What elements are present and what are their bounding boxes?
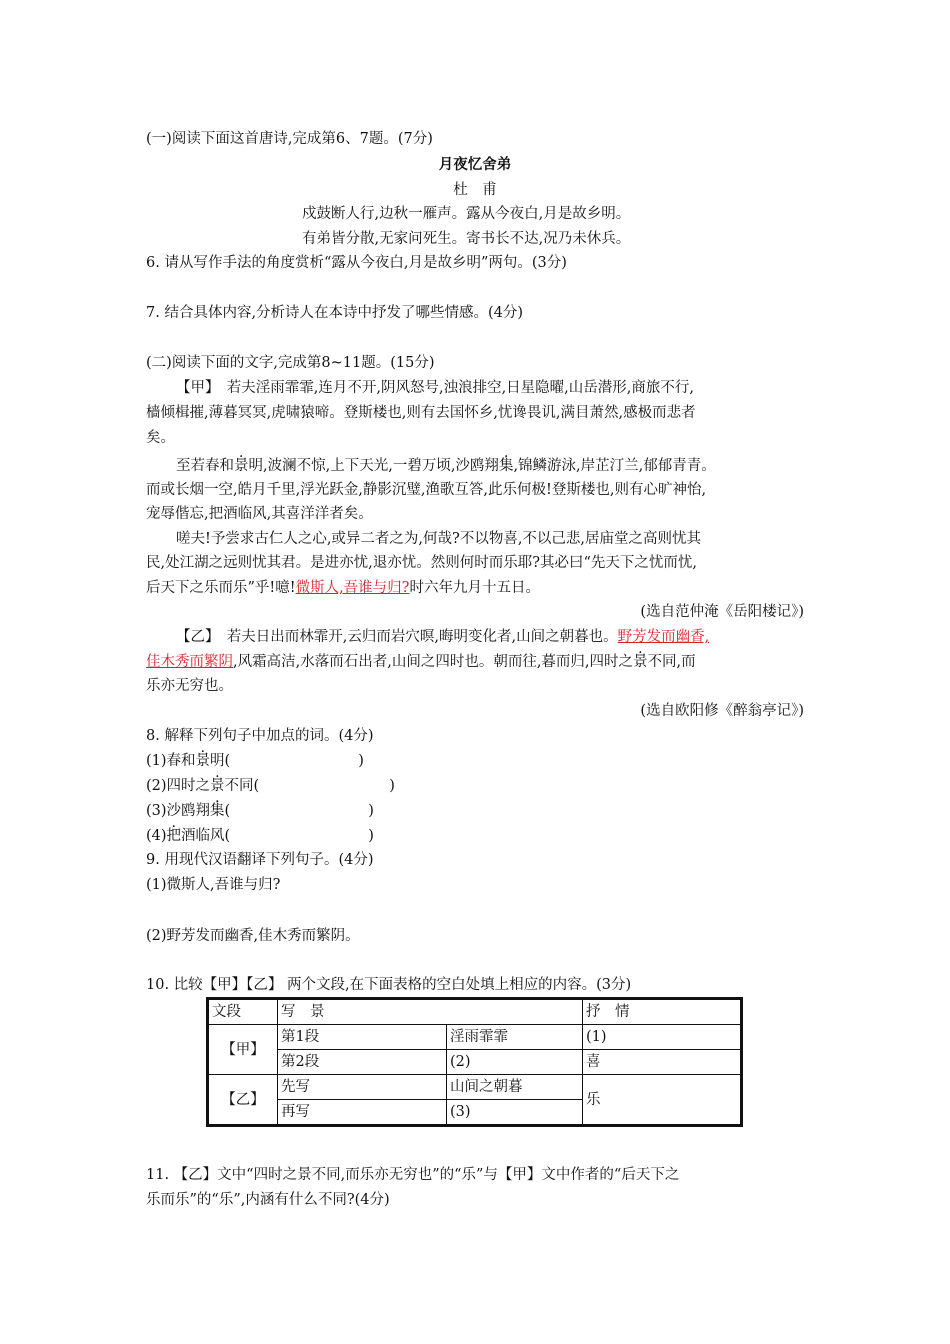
comparison-table (206, 997, 743, 1127)
underlined-sentence: 野芳发而幽香, (617, 629, 710, 645)
table-header-cell: 写 景 (278, 999, 583, 1025)
yi-line3: 乐亦无穷也。 (146, 678, 233, 694)
text-run: (2)四时之 (146, 778, 211, 794)
question-8: 8. 解释下列句子中加点的词。(4分) (146, 728, 374, 744)
text-run: ,锦鳞游泳,岸芷汀兰,郁郁青青。 (513, 458, 716, 474)
q8-item-4 (146, 826, 374, 846)
dotted-word: 景 (210, 778, 225, 794)
table-row-label: 【甲】 (208, 1025, 278, 1075)
question-9: 9. 用现代汉语翻译下列句子。(4分) (146, 852, 374, 868)
q9-item-1: (1)微斯人,吾谁与归? (146, 877, 281, 893)
jia-source: (选自范仲淹《岳阳楼记》) (640, 604, 804, 620)
table-row (208, 1050, 742, 1075)
text-run: 不同,而 (647, 654, 696, 670)
section1-header: (一)阅读下面这首唐诗,完成第6、7题。(7分) (146, 131, 433, 147)
table-header-cell: 抒 情 (583, 999, 742, 1025)
text-run: ,风霜高洁,水落而石出者,山间之四时也。朝而往,暮而归,四时之 (233, 654, 634, 670)
table-cell: (3) (447, 1100, 583, 1126)
text-run: 【乙】 若夫日出而林霏开,云归而岩穴暝,晦明变化者,山间之朝暮也。 (176, 629, 618, 645)
jia-para2-line1 (176, 456, 716, 476)
table-row (208, 999, 742, 1025)
table-cell: 淫雨霏霏 (447, 1025, 583, 1050)
table-header-cell: 文段 (208, 999, 278, 1025)
yi-line2 (146, 652, 696, 672)
table-cell: 乐 (583, 1075, 742, 1126)
poem-title: 月夜忆舍弟 (438, 157, 512, 173)
table-cell: 第2段 (278, 1050, 447, 1075)
dotted-word: 景 (633, 654, 648, 670)
underlined-sentence: 佳木秀而繁阴 (146, 654, 233, 670)
table-cell: 第1段 (278, 1025, 447, 1050)
text-run: (4) (146, 828, 167, 844)
jia-para3-line2: 民,处江湖之远则忧其君。是进亦忧,退亦忧。然则何时而乐耶?其必曰“先天下之忧而忧, (146, 555, 698, 571)
table-row-label: 【乙】 (208, 1075, 278, 1126)
underlined-sentence: 微斯人,吾谁与归? (295, 580, 410, 596)
dotted-word: 集 (498, 458, 514, 474)
poem-line-1: 戍鼓断人行,边秋一雁声。露从今夜白,月是故乡明。 (302, 206, 631, 222)
dotted-word: 景 (234, 458, 249, 474)
text-run: (3)沙鸥翔 (146, 803, 211, 819)
table-cell: 山间之朝暮 (447, 1075, 583, 1100)
table-cell: 喜 (583, 1050, 742, 1075)
question-6: 6. 请从写作手法的角度赏析“露从今夜白,月是故乡明”两句。(3分) (146, 255, 567, 271)
q8-item-3 (146, 801, 374, 821)
text-run: 至若春和 (176, 458, 234, 474)
text-run: 不同( (224, 778, 260, 794)
text-run: ) (368, 828, 374, 844)
question-11-line2: 乐而乐”的“乐”,内涵有什么不同?(4分) (146, 1192, 390, 1208)
table-cell: (2) (447, 1050, 583, 1075)
table-row (208, 1025, 742, 1050)
table-cell: (1) (583, 1025, 742, 1050)
text-run: 酒临风( (181, 828, 231, 844)
jia-para1-line2: 樯倾楫摧,薄暮冥冥,虎啸猿啼。登斯楼也,则有去国怀乡,忧谗畏讥,满目萧然,感极而悲者 (146, 405, 696, 421)
jia-para2-line3: 宠辱偕忘,把酒临风,其喜洋洋者矣。 (146, 506, 373, 522)
dotted-word: 把 (166, 828, 182, 844)
question-11-line1: 11. 【乙】文中“四时之景不同,而乐亦无穷也”的“乐”与【甲】文中作者的“后天下之 (146, 1167, 680, 1183)
text-run: 明( (210, 753, 231, 769)
question-7: 7. 结合具体内容,分析诗人在本诗中抒发了哪些情感。(4分) (146, 305, 524, 321)
table-row (208, 1075, 742, 1100)
yi-line1 (176, 627, 709, 647)
q8-item-2 (146, 776, 395, 796)
yi-source: (选自欧阳修《醉翁亭记》) (640, 703, 804, 719)
table-cell: 先写 (278, 1075, 447, 1100)
text-run: ) (389, 778, 395, 794)
poem-line-2: 有弟皆分散,无家问死生。寄书长不达,况乃未休兵。 (302, 231, 631, 247)
q9-item-2: (2)野芳发而幽香,佳木秀而繁阴。 (146, 928, 360, 944)
section2-header: (二)阅读下面的文字,完成第8~11题。(15分) (146, 355, 435, 371)
jia-para3-line3 (146, 578, 540, 598)
question-10: 10. 比较【甲】【乙】 两个文段,在下面表格的空白处填上相应的内容。(3分) (146, 977, 632, 993)
jia-para1-line3: 矣。 (146, 430, 175, 446)
jia-para3-line1: 嗟夫!予尝求古仁人之心,或异二者之为,何哉?不以物喜,不以己悲,居庙堂之高则忧其 (176, 531, 702, 547)
text-run: 后天下之乐而乐”乎!噫! (146, 580, 296, 596)
q8-item-1 (146, 751, 364, 771)
text-run: ) (368, 803, 374, 819)
text-run: 明,波澜不惊,上下天光,一碧万顷,沙鸥翔 (248, 458, 499, 474)
jia-para2-line2: 而或长烟一空,皓月千里,浮光跃金,静影沉璧,渔歌互答,此乐何极!登斯楼也,则有心旷神怡, (146, 482, 707, 498)
poem-author: 杜 甫 (453, 182, 497, 198)
dotted-word: 景 (195, 753, 211, 769)
jia-para1-line1: 【甲】 若夫淫雨霏霏,连月不开,阴风怒号,浊浪排空,日星隐曜,山岳潜形,商旅不行, (176, 380, 695, 396)
text-run: ( (224, 803, 231, 819)
table-cell: 再写 (278, 1100, 447, 1126)
text-run: (1)春和 (146, 753, 196, 769)
text-run: ) (358, 753, 364, 769)
dotted-word: 集 (210, 803, 225, 819)
text-run: 时六年九月十五日。 (409, 580, 540, 596)
